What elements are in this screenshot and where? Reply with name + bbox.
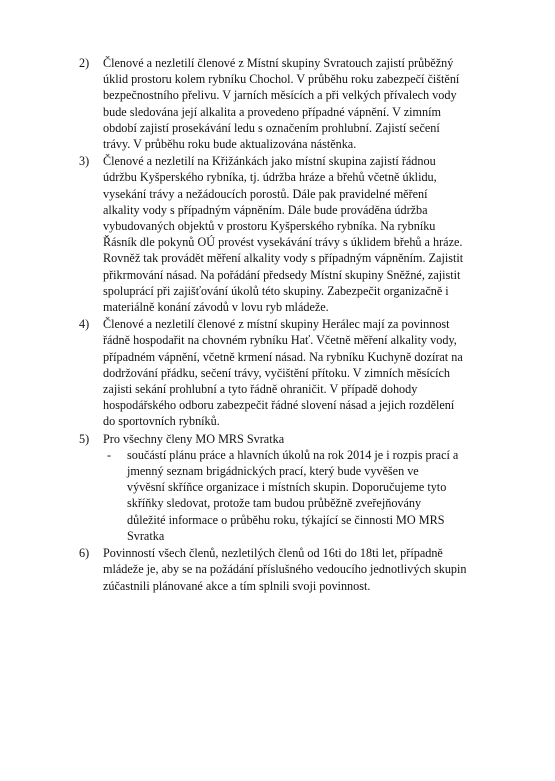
text-line: Svratka: [127, 528, 165, 543]
text-line: mládeže je, aby se na požádání příslušného vedoucího jednotlivých skupin: [103, 562, 467, 577]
text-line: součástí plánu práce a hlavních úkolů na rok 2014 je i rozpis prací a: [127, 447, 459, 462]
text-line: trávy. V průběhu roku bude aktualizována nástěnka.: [103, 137, 357, 152]
text-line: spoluprácí při zajišťování úkolů této skupiny. Zabezpečit organizačně i: [103, 283, 449, 298]
text-line: alkality vody s případným vápněním. Dále bude prováděna údržba: [103, 202, 428, 217]
list-item-5: [79, 431, 495, 544]
item-title: Pro všechny členy MO MRS Svratka: [103, 431, 285, 446]
text-line: období zajistí prosekávání ledu s označením prohlubní. Zajistí sečení: [103, 120, 440, 135]
list-item-3: [79, 153, 495, 315]
list-item-6: [79, 545, 495, 594]
text-line: bude sledována její alkalita a provedeno případné vápnění. V zimním: [103, 104, 441, 119]
item-number: 2): [79, 56, 90, 70]
text-line: úklid prostoru kolem rybníku Chochol. V průběhu roku zabezpečí čištění: [103, 72, 460, 87]
text-line: Povinností všech členů, nezletilých členů od 16ti do 18ti let, případně: [103, 546, 443, 561]
text-line: jmenný seznam brigádnických prací, který bude vyvěšen ve: [127, 464, 419, 479]
item-number: 5): [79, 431, 90, 446]
item-number: 6): [79, 546, 90, 561]
text-line: vývěsní skříňce organizace i místních skupin. Doporučujeme tyto: [127, 480, 447, 495]
text-line: dodržování přádku, sečení trávy, vyčištění přítoku. V zimních měsících: [103, 365, 451, 380]
item-number: 4): [79, 317, 90, 332]
text-line: bezpečnostního přelivu. V jarních měsících a při velkých přívalech vody: [103, 88, 457, 103]
bullet-item: [103, 447, 495, 544]
text-line: údržbu Kyšperského rybníka, tj. údržba hráze a břehů včetně úklidu,: [103, 170, 437, 185]
text-line: zúčastnili plánované akce a tím splnili svoji povinnost.: [103, 578, 371, 593]
text-line: Rovněž tak provádět měření alkality vody s případným vápněním. Zajistit: [103, 251, 464, 266]
text-line: přikrmování násad. Na pořádání předsedy Místní skupiny Sněžné, zajistit: [103, 267, 461, 282]
list-item-2: [79, 55, 495, 152]
text-line: Členové a nezletilí členové z místní skupiny Herálec mají za povinnost: [103, 317, 450, 332]
text-line: vybudovaných objektů v prostoru Kyšperského rybníka. Na rybníku: [103, 219, 436, 234]
list-item-4: [79, 316, 495, 429]
text-line: do sportovních rybníků.: [103, 414, 220, 429]
text-line: zajisti sekání prohlubní a tyto řádně ohraničit. V případě dohody: [103, 382, 418, 397]
text-line: Členové a nezletilí na Křižánkách jako místní skupina zajistí řádnou: [103, 154, 436, 169]
text-line: skříňky sledovat, protože tam budou průběžně zveřejňovány: [127, 496, 422, 511]
text-line: Členové a nezletilí členové z Místní skupiny Svratouch zajistí průběžný: [103, 56, 454, 70]
text-line: vysekání trávy a nežádoucích porostů. Dále pak pravidelné měření: [103, 186, 428, 201]
item-number: 3): [79, 154, 90, 169]
dash-bullet: -: [107, 447, 112, 462]
text-line: případném vápnění, včetně krmení násad. Na rybníku Kuchyně dozírat na: [103, 349, 463, 364]
text-line: Řásník dle pokynů OÚ provést vysekávání trávy s úklidem břehů a hráze.: [103, 235, 463, 250]
text-line: důležité informace o průběhu roku, týkající se činnosti MO MRS: [127, 512, 445, 527]
text-line: hospodářského odboru zabezpečit řádné slovení násad a jejich rozdělení: [103, 398, 455, 413]
text-line: materiálně konání závodů v lovu ryb mládeže.: [103, 300, 329, 315]
text-line: řádně hospodařit na chovném rybníku Hať. Včetně měření alkality vody,: [103, 333, 457, 348]
